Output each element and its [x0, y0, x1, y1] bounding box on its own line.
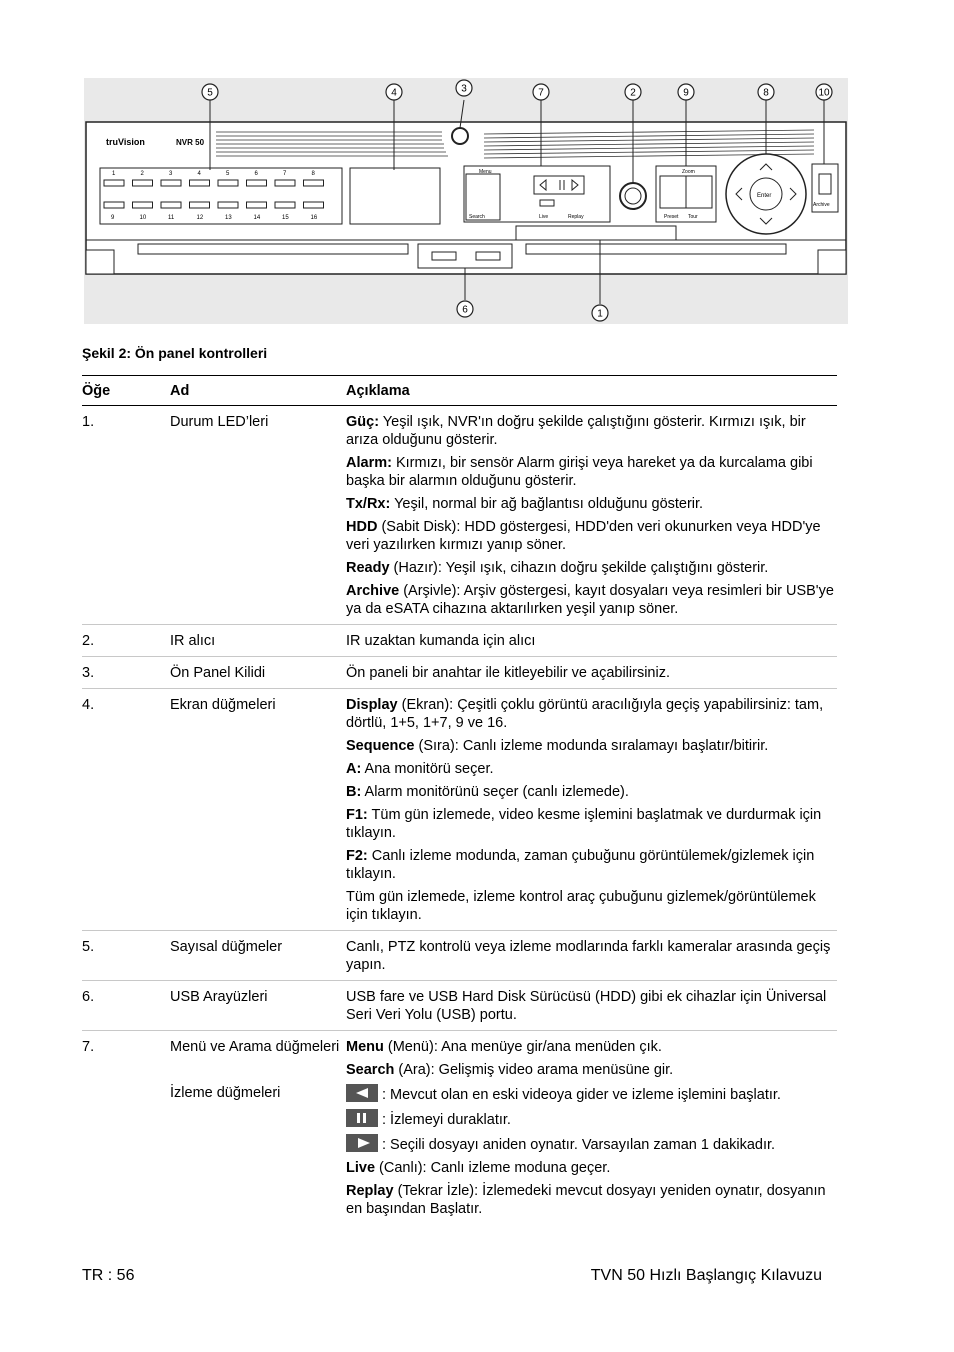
term-label: Tx/Rx: [346, 496, 391, 512]
svg-text:Menu: Menu [479, 169, 492, 175]
callout-number: 2 [630, 87, 636, 99]
svg-text:Zoom: Zoom [682, 169, 695, 175]
header-description: Açıklama [346, 376, 837, 406]
term-label: B: [346, 784, 362, 800]
header-item: Öğe [82, 376, 170, 406]
number-label: 6 [254, 171, 258, 177]
item-name-text: IR alıcı [170, 633, 216, 649]
table-row [82, 406, 837, 625]
item-description [346, 931, 837, 981]
description-paragraph [346, 495, 837, 513]
figure-caption: Şekil 2: Ön panel kontrolleri [82, 345, 268, 361]
term-description: : Mevcut olan en eski videoya gider ve izleme işlemini başlatır. [382, 1087, 781, 1103]
rewind-icon [346, 1084, 378, 1102]
description-paragraph [346, 413, 837, 449]
item-description [346, 625, 837, 657]
item-name-text: Ekran düğmeleri [170, 697, 276, 713]
number-label: 11 [168, 215, 175, 221]
description-paragraph [346, 1109, 837, 1129]
callout-number: 6 [462, 304, 468, 316]
controls-table [82, 375, 837, 1224]
description-paragraph [346, 737, 837, 755]
description-paragraph [346, 783, 837, 801]
number-button[interactable] [218, 202, 238, 208]
term-label: Güç: [346, 414, 380, 430]
callout-number: 4 [391, 87, 397, 99]
term-label: Replay [346, 1183, 394, 1199]
number-button[interactable] [275, 202, 295, 208]
description-paragraph [346, 888, 837, 924]
number-label: 14 [253, 215, 261, 221]
callout-number: 3 [461, 83, 467, 95]
number-button[interactable] [218, 180, 238, 186]
description-paragraph [346, 1061, 837, 1079]
item-name [170, 981, 346, 1031]
description-paragraph [346, 664, 837, 682]
term-label: Search [346, 1062, 395, 1078]
term-label: HDD [346, 519, 378, 535]
item-name-text: Sayısal düğmeler [170, 939, 283, 955]
description-paragraph [346, 559, 837, 577]
document-title: TVN 50 Hızlı Başlangıç Kılavuzu [590, 1267, 822, 1284]
item-number: 5. [82, 931, 170, 981]
model-label: NVR 50 [176, 138, 205, 147]
term-description: : İzlemeyi duraklatır. [382, 1112, 511, 1128]
callout-number: 8 [763, 87, 769, 99]
number-button[interactable] [104, 202, 124, 208]
item-number: 4. [82, 689, 170, 931]
term-description: Yeşil ışık, NVR'ın doğru şekilde çalıştığını gösterir. Kırmızı ışık, bir arıza olduğunu gösterir. [346, 414, 806, 448]
term-description: (Menü): Ana menüye gir/ana menüden çık. [383, 1039, 662, 1055]
item-number: 2. [82, 625, 170, 657]
description-paragraph [346, 1084, 837, 1104]
term-description: Ana monitörü seçer. [361, 761, 494, 777]
table-row [82, 657, 837, 689]
number-label: 13 [225, 215, 232, 221]
usb-port-2[interactable] [476, 252, 500, 260]
item-name-secondary: İzleme düğmeleri [170, 1085, 281, 1101]
description-paragraph [346, 454, 837, 490]
item-name-text: Durum LED’leri [170, 414, 269, 430]
item-name-text: USB Arayüzleri [170, 989, 268, 1005]
callout-number: 5 [207, 87, 213, 99]
description-paragraph [346, 582, 837, 618]
item-number: 3. [82, 657, 170, 689]
callout-number: 10 [818, 87, 830, 99]
number-label: 16 [310, 215, 318, 221]
term-description: (Ara): Gelişmiş video arama menüsüne gir. [394, 1062, 674, 1078]
term-description: (Hazır): Yeşil ışık, cihazın doğru şekilde çalıştığını gösterir. [389, 560, 769, 576]
item-description [346, 406, 837, 625]
item-name-text: Ön Panel Kilidi [170, 665, 266, 681]
table-header-row [82, 376, 837, 406]
term-label: Ready [346, 560, 390, 576]
number-label: 1 [112, 171, 116, 177]
term-description: (Tekrar İzle): İzlemedeki mevcut dosyayı yeniden oynatır, dosyanın en başından Başlatır. [346, 1183, 826, 1217]
term-description: Tüm gün izlemede, izleme kontrol araç çubuğunu gizlemek/görüntülemek için tıklayın. [346, 889, 816, 923]
term-description: IR uzaktan kumanda için alıcı [346, 633, 536, 649]
callout-number: 9 [683, 87, 689, 99]
description-paragraph [346, 1038, 837, 1056]
description-paragraph [346, 1159, 837, 1177]
number-button[interactable] [133, 180, 153, 186]
number-button[interactable] [133, 202, 153, 208]
term-description: Canlı, PTZ kontrolü veya izleme modlarında farklı kameralar arasında geçiş yapın. [346, 939, 831, 973]
brand-logo: truVision [106, 137, 145, 147]
item-name [170, 657, 346, 689]
description-paragraph [346, 518, 837, 554]
number-button[interactable] [190, 202, 210, 208]
description-paragraph [346, 632, 837, 650]
svg-text:Replay: Replay [568, 214, 584, 220]
number-label: 7 [283, 171, 287, 177]
item-description [346, 981, 837, 1031]
header-name: Ad [170, 376, 346, 406]
number-label: 2 [140, 171, 144, 177]
term-label: Menu [346, 1039, 384, 1055]
term-label: Archive [346, 583, 400, 599]
term-description: Yeşil, normal bir ağ bağlantısı olduğunu gösterir. [390, 496, 704, 512]
front-panel-figure [84, 78, 848, 324]
term-description: Alarm monitörünü seçer (canlı izlemede). [361, 784, 629, 800]
table-row [82, 625, 837, 657]
term-description: Kırmızı, bir sensör Alarm girişi veya hareket ya da kurcalama gibi başka bir alarmın olduğunu gösterir. [346, 455, 813, 489]
number-button[interactable] [247, 202, 267, 208]
description-paragraph [346, 1134, 837, 1154]
callout-number: 7 [538, 87, 544, 99]
table-row [82, 689, 837, 931]
item-number: 6. [82, 981, 170, 1031]
description-paragraph [346, 938, 837, 974]
description-paragraph [346, 806, 837, 842]
term-label: Display [346, 697, 398, 713]
number-label: 4 [197, 171, 201, 177]
item-name [170, 625, 346, 657]
term-description: (Arşivle): Arşiv göstergesi, kayıt dosyaları veya resimleri bir USB'ye ya da eSATA cihazına aktarılırken yeşil yanıp söner. [346, 583, 834, 617]
number-label: 8 [311, 171, 315, 177]
play-icon [346, 1134, 378, 1152]
term-description: (Ekran): Çeşitli çoklu görüntü aracılığıyla geçiş yapabilirsiniz: tam, dörtlü, 1+5, 1+7, 9 ve 16. [346, 697, 824, 731]
page-number: TR : 56 [82, 1267, 135, 1284]
number-button[interactable] [161, 180, 181, 186]
number-label: 12 [196, 215, 204, 221]
term-label: Alarm: [346, 455, 392, 471]
number-label: 5 [226, 171, 230, 177]
number-label: 10 [139, 215, 147, 221]
lock-icon[interactable] [452, 128, 468, 144]
term-description: (Canlı): Canlı izleme moduna geçer. [375, 1160, 611, 1176]
item-description [346, 1031, 837, 1225]
description-paragraph [346, 1182, 837, 1218]
item-name-text: Menü ve Arama düğmeleri [170, 1039, 340, 1055]
term-description: USB fare ve USB Hard Disk Sürücüsü (HDD) gibi ek cihazlar için Üniversal Seri Veri Yolu (USB) portu. [346, 989, 827, 1023]
table-row [82, 981, 837, 1031]
number-button[interactable] [247, 180, 267, 186]
number-button[interactable] [304, 202, 324, 208]
number-button[interactable] [190, 180, 210, 186]
number-button[interactable] [304, 180, 324, 186]
description-paragraph [346, 847, 837, 883]
table-row [82, 931, 837, 981]
number-label: 15 [282, 215, 289, 221]
svg-text:Archive: Archive [813, 202, 830, 208]
usb-port-1[interactable] [432, 252, 456, 260]
description-paragraph [346, 696, 837, 732]
description-paragraph [346, 988, 837, 1024]
term-description: Canlı izleme modunda, zaman çubuğunu görüntülemek/gizlemek için tıklayın. [346, 848, 815, 882]
term-description: : Seçili dosyayı aniden oynatır. Varsayılan zaman 1 dakikadır. [382, 1137, 776, 1153]
term-label: F2: [346, 848, 368, 864]
item-description [346, 689, 837, 931]
item-number: 7. [82, 1039, 95, 1055]
item-name [170, 406, 346, 625]
term-description: (Sıra): Canlı izleme modunda sıralamayı başlatır/bitirir. [414, 738, 769, 754]
callout-number: 1 [597, 308, 603, 320]
svg-text:Enter: Enter [757, 193, 772, 199]
number-label: 9 [111, 215, 115, 221]
svg-text:Search: Search [469, 214, 485, 220]
svg-text:Live: Live [539, 214, 549, 220]
item-name [170, 689, 346, 931]
item-name [170, 931, 346, 981]
term-label: Live [346, 1160, 376, 1176]
svg-text:Preset: Preset [664, 214, 679, 220]
description-paragraph [346, 760, 837, 778]
table-row [82, 1031, 837, 1225]
number-button[interactable] [161, 202, 181, 208]
term-description: Ön paneli bir anahtar ile kitleyebilir ve açabilirsiniz. [346, 665, 670, 681]
term-description: (Sabit Disk): HDD göstergesi, HDD'den veri okunurken veya HDD'ye veri yazılırken kırmızı yanıp söner. [346, 519, 821, 553]
term-label: A: [346, 761, 362, 777]
term-label: Sequence [346, 738, 415, 754]
pause-icon [346, 1109, 378, 1127]
number-button[interactable] [104, 180, 124, 186]
number-button[interactable] [275, 180, 295, 186]
term-description: Tüm gün izlemede, video kesme işlemini başlatmak ve durdurmak için tıklayın. [346, 807, 822, 841]
term-label: F1: [346, 807, 368, 823]
svg-text:Tour: Tour [688, 214, 698, 220]
number-label: 3 [169, 171, 173, 177]
item-description [346, 657, 837, 689]
item-number: 1. [82, 406, 170, 625]
item-name [170, 1031, 346, 1225]
